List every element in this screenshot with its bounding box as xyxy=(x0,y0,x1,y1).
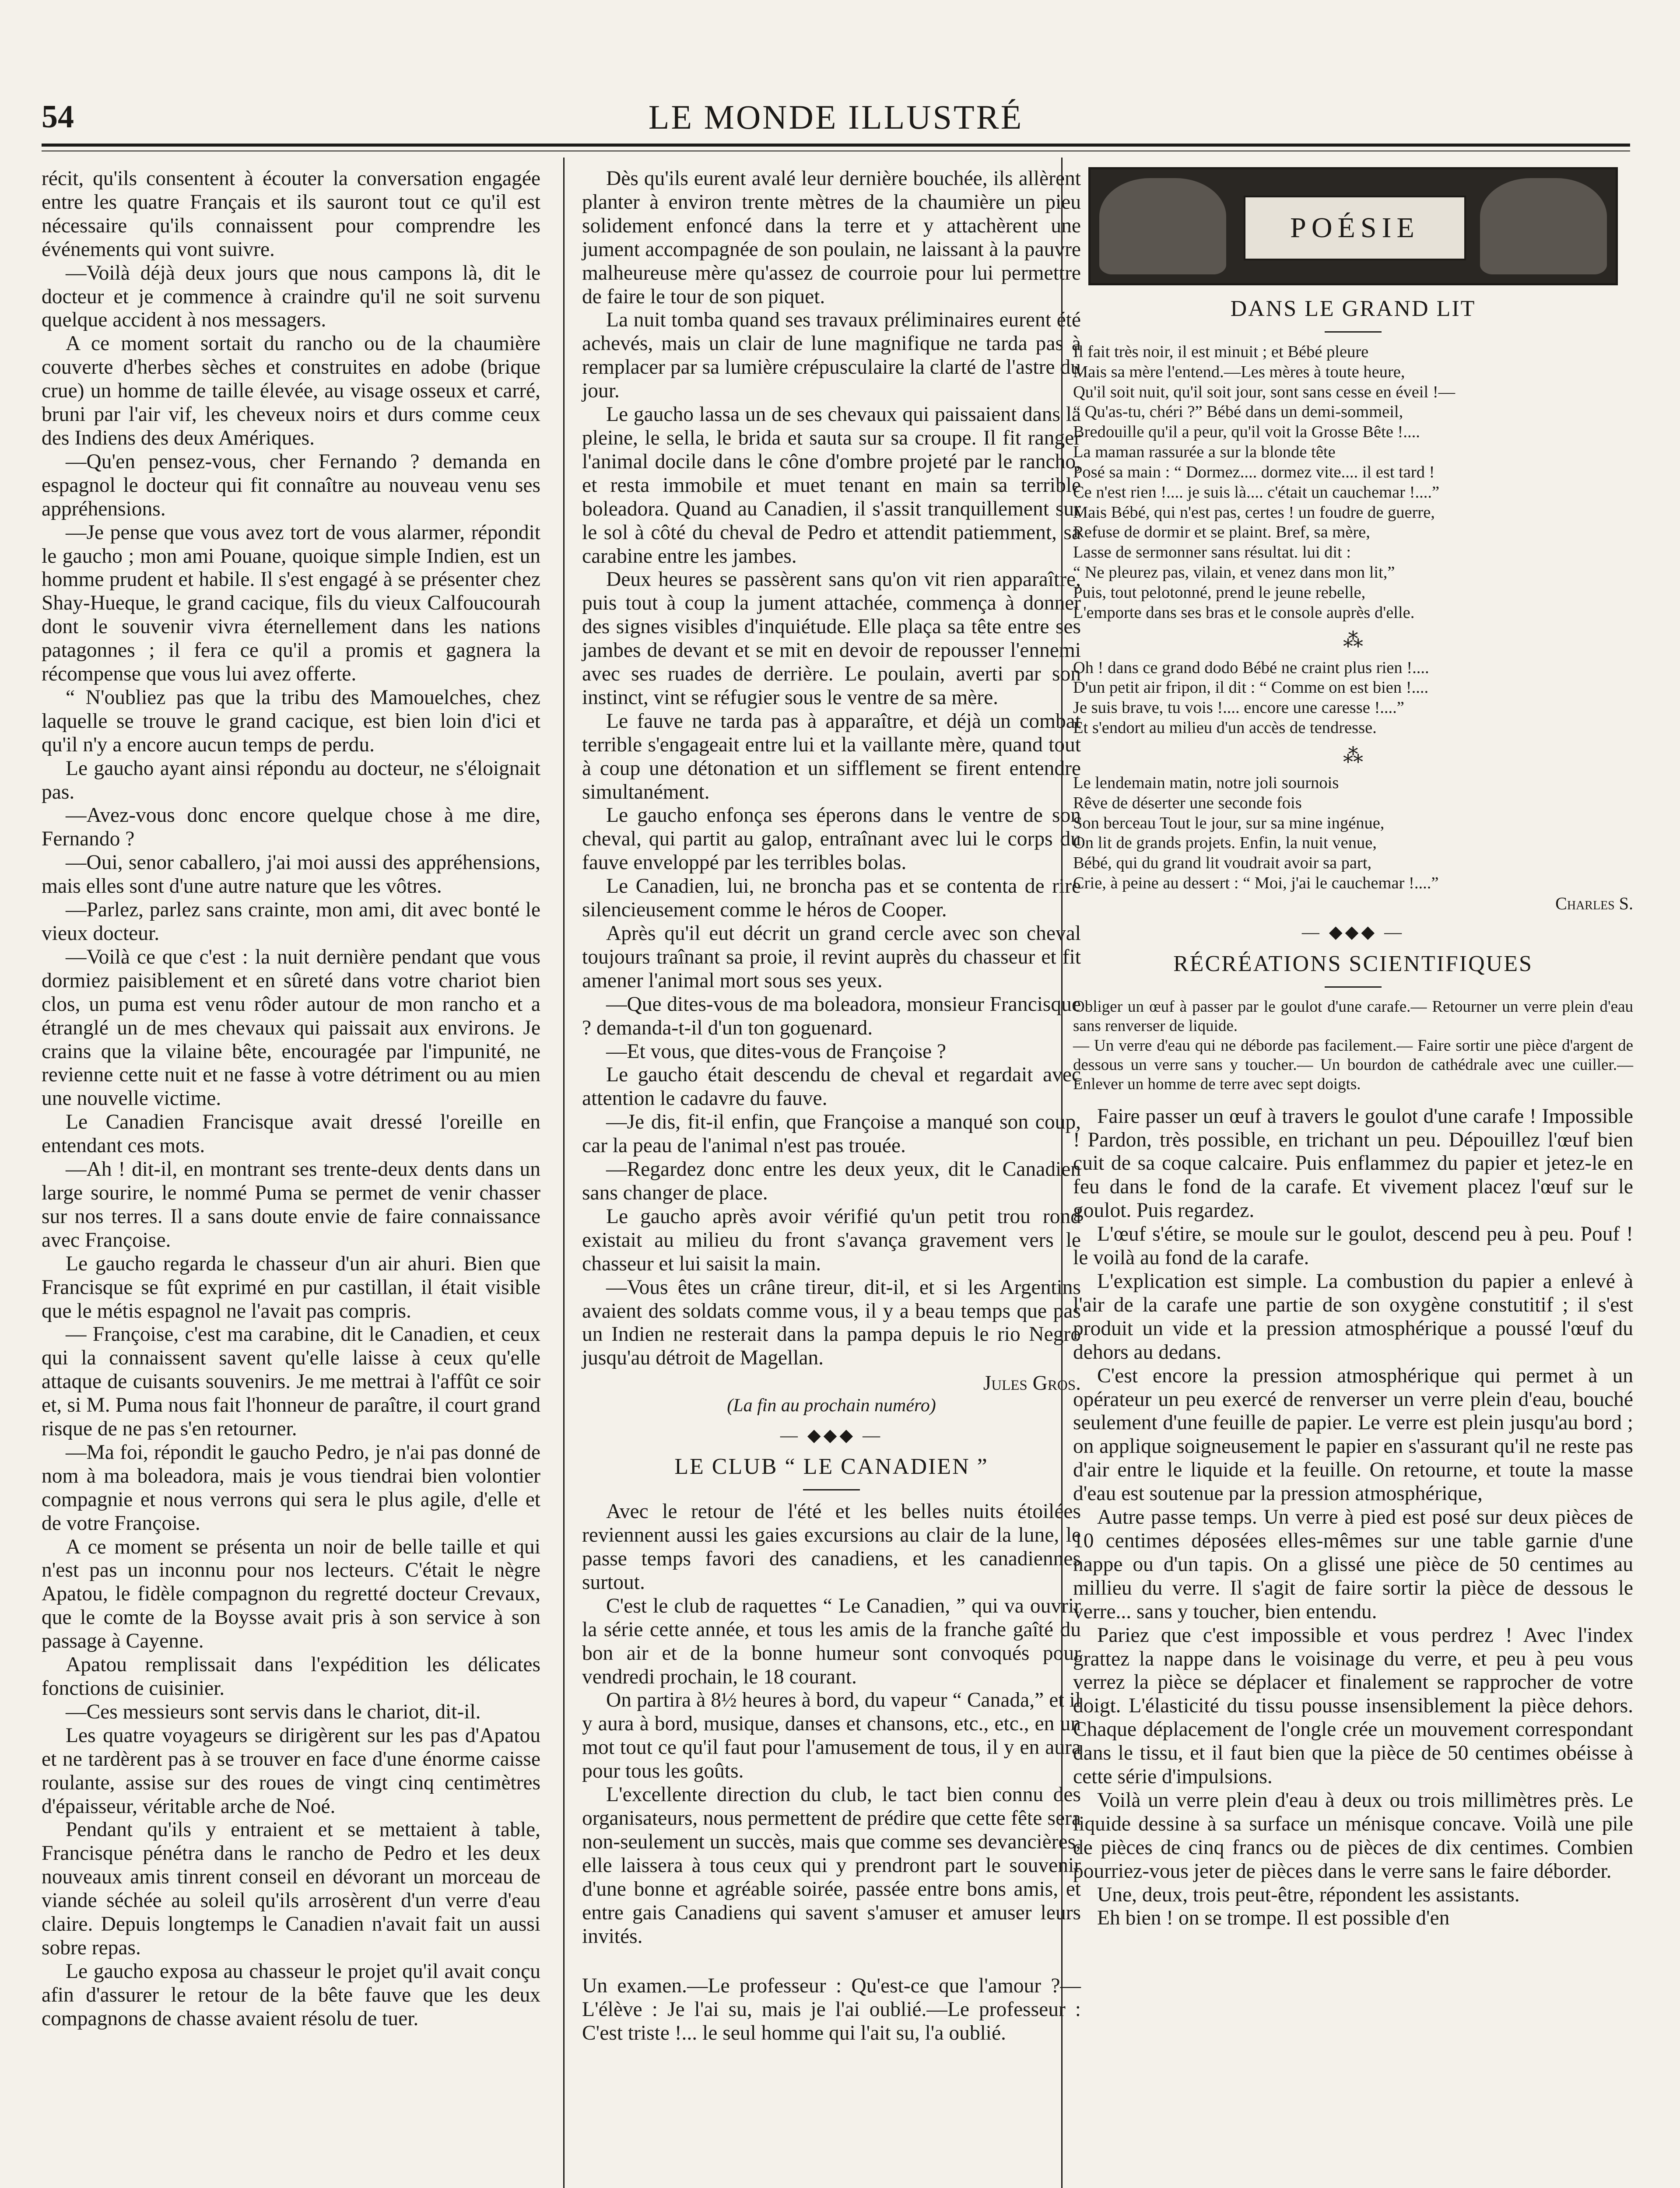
paragraph: Autre passe temps. Un verre à pied est posé sur deux pièces de 10 centimes déposées elles-mêmes sur une table garnie d'une nappe ou d'un tapis. On a glissé une pièce de 50 centimes au millieu du verre. Il s'agit de faire sortir la pièce de dessous le verre... sans y toucher, bien entendu. xyxy=(1073,1506,1633,1623)
poem-stanza-3 xyxy=(1073,773,1633,894)
summary-line: Obliger un œuf à passer par le goulot d'une carafe.— Retourner un verre plein d'eau sans renverser de liquide. xyxy=(1073,997,1633,1035)
poem-line: Rêve de déserter une seconde fois xyxy=(1073,793,1302,812)
paragraph: C'est encore la pression atmosphérique qui permet à un opérateur un peu exercé de renverser un verre plein d'eau, bouché seulement d'une feuille de papier. Le verre est plein jusqu'au bord ; on applique soigneusement le papier en s'assurant qu'il ne reste pas d'air entre le liquide et la feuille. On retourne, et toute la masse d'eau est soutenue par la pression atmosphérique, xyxy=(1073,1364,1633,1505)
paragraph: Le fauve ne tarda pas à apparaître, et déjà un combat terrible s'engageait entre lui et la vaillante mère, quand tout à coup une détonation et un sifflement se firent entendre simultanément. xyxy=(582,709,1081,803)
paragraph: —Ah ! dit-il, en montrant ses trente-deux dents dans un large sourire, le nommé Puma se permet de venir chasser sur nos terres. Il a sans doute envie de faire connaissance avec Françoise. xyxy=(42,1158,540,1252)
paragraph: Faire passer un œuf à travers le goulot d'une carafe ! Impossible ! Pardon, très possible, en trichant un peu. Dépouillez l'œuf bien cuit de sa coque calcaire. Puis enflammez du papier et jetez-le en feu dans le fond de la carafe. Et vivement placez l'œuf sur le goulot. Puis regardez. xyxy=(1073,1105,1633,1222)
poem-stanza-1 xyxy=(1073,342,1633,623)
paragraph: Deux heures se passèrent sans qu'on vit rien apparaître, puis tout à coup la jument attachée, commença à donner des signes visibles d'inquiétude. Elle plaça sa tête entre ses jambes de devant et se mit en devoir de repousser l'ennemi avec ses ruades de derrière. Le poulain, averti par son instinct, vint se réfugier sous le ventre de sa mère. xyxy=(582,568,1081,709)
paragraph: Le Canadien, lui, ne broncha pas et se contenta de rire silencieusement comme le héros de Cooper. xyxy=(582,875,1081,922)
summary-line: — Un verre d'eau qui ne déborde pas facilement.— Faire sortir une pièce d'argent de dessous un verre sans y toucher.— Un bourdon de cathédrale avec une cuiller.— Enlever un homme de terre avec sept doigts. xyxy=(1073,1036,1633,1094)
banner-plaque: POÉSIE xyxy=(1244,196,1466,260)
recreations-summary xyxy=(1073,997,1633,1094)
poem-title: DANS LE GRAND LIT xyxy=(1230,296,1476,321)
paragraph: Une, deux, trois peut-être, répondent les assistants. xyxy=(1097,1883,1520,1906)
poem-stanza-2 xyxy=(1073,658,1633,738)
paragraph: Avec le retour de l'été et les belles nuits étoilées reviennent aussi les gaies excursions au clair de la lune, le passe temps favori des canadiens, et les canadiennes surtout. xyxy=(582,1500,1081,1594)
ornament-divider: — ◆◆◆ — xyxy=(1301,922,1405,942)
poem-line: Et s'endort au milieu d'un accès de tendresse. xyxy=(1073,719,1377,737)
paragraph: —Parlez, parlez sans crainte, mon ami, dit avec bonté le vieux docteur. xyxy=(42,898,540,945)
poem-line: Crie, à peine au dessert : “ Moi, j'ai le cauchemar !....” xyxy=(1073,874,1439,893)
banner-figure-right xyxy=(1480,178,1607,274)
exam-anecdote: Un examen.—Le professeur : Qu'est-ce que l'amour ?—L'élève : Je l'ai su, mais je l'ai oublié.—Le professeur : C'est triste !... le seul homme qui l'ait su, l'a oublié. xyxy=(582,1974,1081,2045)
paragraph: Eh bien ! on se trompe. Il est possible d'en xyxy=(1097,1907,1450,1930)
club-title: LE CLUB “ LE CANADIEN ” xyxy=(674,1454,989,1480)
poem-line: Lasse de sermonner sans résultat. lui dit : xyxy=(1073,543,1351,562)
poem-line: Ce n'est rien !.... je suis là.... c'était un cauchemar !....” xyxy=(1073,483,1440,501)
paragraph: —Voilà déjà deux jours que nous campons là, dit le docteur et je commence à craindre qu'il ne soit survenu quelque accident à nos messagers. xyxy=(42,261,540,332)
paragraph: Pariez que c'est impossible et vous perdrez ! Avec l'index grattez la nappe dans le voisinage du verre, et peu à peu vous verrez la pièce se déplacer et finalement se rapprocher de votre doigt. L'élasticité du tissu pousse insensiblement la pièce dehors. Chaque déplacement de l'ongle crée un mouvement correspondant dans le tissu, et il faut bien que la pièce de 50 centimes obéisse à cette série d'impulsions. xyxy=(1073,1623,1633,1788)
paragraph: Apatou remplissait dans l'expédition les délicates fonctions de cuisinier. xyxy=(42,1653,540,1700)
poem-line: D'un petit air fripon, il dit : “ Comme on est bien !.... xyxy=(1073,678,1429,697)
column-2 xyxy=(582,167,1081,2045)
poem-line: Je suis brave, tu vois !.... encore une caresse !....” xyxy=(1073,698,1404,717)
poem-line: Puis, tout pelotonné, prend le jeune rebelle, xyxy=(1073,583,1366,602)
paragraph: —Voilà ce que c'est : la nuit dernière pendant que vous dormiez paisiblement et en sûreté dans votre chariot bien clos, un puma est venu rôder autour de mon rancho et a étranglé un de mes chevaux qui paissait aux environs. Je crains que la vilaine bête, encouragée par l'impunité, ne revienne cette nuit et ne fasse à votre détriment ou au mien une nouvelle victime. xyxy=(42,945,540,1110)
paragraph: Pendant qu'ils y entraient et se mettaient à table, Francisque pénétra dans le rancho de Pedro et les deux nouveaux amis tinrent conseil en dévorant un morceau de viande séchée au soleil qu'ils arrosèrent d'un verre d'eau claire. Depuis longtemps le Canadien n'avait fait un aussi sobre repas. xyxy=(42,1818,540,1959)
journal-title: LE MONDE ILLUSTRÉ xyxy=(648,98,1024,136)
asterism: ⁂ xyxy=(1343,744,1363,767)
title-rule xyxy=(803,1489,860,1490)
paragraph: L'explication est simple. La combustion du papier a enlevé à l'air de la carafe une partie de son oxygène constutitif ; il s'est produit un vide et la pression atmosphérique a poussé l'œuf du dehors au dedans. xyxy=(1073,1270,1633,1364)
paragraph: —Que dites-vous de ma boleadora, monsieur Francisque ? demanda-t-il d'un ton goguenard. xyxy=(582,992,1081,1039)
paragraph: L'œuf s'étire, se moule sur le goulot, descend peu à peu. Pouf ! le voilà au fond de la carafe. xyxy=(1073,1223,1633,1269)
poem-line: Il fait très noir, il est minuit ; et Bébé pleure xyxy=(1073,343,1369,361)
paragraph: —Je pense que vous avez tort de vous alarmer, répondit le gaucho ; mon ami Pouane, quoique simple Indien, est un homme prudent et habile. Il s'est engagé à se présenter chez Shay-Hueque, le grand cacique, fils du vieux Calfoucourah dont le souvenir vivra éternellement dans les nations patagonnes ; il fera ce qu'il a promis et gagnera la récompense que vous lui avez offerte. xyxy=(42,521,540,686)
paragraph: Le gaucho regarda le chasseur d'un air ahuri. Bien que Francisque se fût exprimé en pur castillan, il était visible que le métis espagnol ne l'avait pas compris. xyxy=(42,1252,540,1322)
poem-line: Mais sa mère l'entend.—Les mères à toute heure, xyxy=(1073,362,1405,381)
paragraph: On partira à 8½ heures à bord, du vapeur “ Canada,” et il y aura à bord, musique, danses et chansons, etc., etc., en un mot tout ce qu'il faut pour l'amusement de tous, il y en aura pour tous les goûts. xyxy=(582,1689,1081,1783)
running-head xyxy=(42,94,1630,142)
paragraph: — Françoise, c'est ma carabine, dit le Canadien, et ceux qui la connaissent savent qu'elle laisse à ceux qu'elle attaque de cuisants souvenirs. Je me mettrai à l'affût ce soir et, si M. Puma nous fait l'honneur de paraître, il court grand risque de ne pas s'en retourner. xyxy=(42,1323,540,1441)
paragraph: —Oui, senor caballero, j'ai moi aussi des appréhensions, mais elles sont d'une autre nature que les vôtres. xyxy=(42,851,540,898)
paragraph: Voilà un verre plein d'eau à deux ou trois millimètres près. Le liquide dessine à sa surface un ménisque concave. Voilà une pile de pièces de cinq francs ou de pièces de dix centimes. Combien pourriez-vous jeter de pièces dans le verre sans le faire déborder. xyxy=(1073,1788,1633,1883)
poem-line: Son berceau Tout le jour, sur sa mine ingénue, xyxy=(1073,813,1385,832)
paragraph: Le Canadien Francisque avait dressé l'oreille en entendant ces mots. xyxy=(42,1111,540,1157)
poem-line: Le lendemain matin, notre joli sournois xyxy=(1073,774,1339,792)
poem-line: “ Ne pleurez pas, vilain, et venez dans mon lit,” xyxy=(1073,563,1395,582)
paragraph: —Qu'en pensez-vous, cher Fernando ? demanda en espagnol le docteur qui fit connaître au nouveau venu ses appréhensions. xyxy=(42,450,540,520)
paragraph: Le gaucho après avoir vérifié qu'un petit trou rond existait au milieu du front s'avança gravement vers le chasseur et lui saisit la main. xyxy=(582,1205,1081,1275)
paragraph: Après qu'il eut décrit un grand cercle avec son cheval toujours traînant sa proie, il revint auprès du chasseur et fit amener l'animal mort sous ses yeux. xyxy=(582,922,1081,992)
paragraph: C'est le club de raquettes “ Le Canadien, ” qui va ouvrir la série cette année, et tous les amis de la franche gaîté du bon air et de la bonne humeur sont convoqués pour vendredi prochain, le 18 courant. xyxy=(582,1594,1081,1688)
poem-line: On lit de grands projets. Enfin, la nuit venue, xyxy=(1073,834,1377,852)
paragraph: —Avez-vous donc encore quelque chose à me dire, Fernando ? xyxy=(42,804,540,851)
paragraph: —Vous êtes un crâne tireur, dit-il, et si les Argentins avaient des soldats comme vous, il y a beau temps que pas un Indien ne resterait dans la pampa depuis le rio Negro jusqu'au détroit de Magellan. xyxy=(582,1276,1081,1370)
poem-line: Refuse de dormir et se plaint. Bref, sa mère, xyxy=(1073,523,1370,542)
recreations-article xyxy=(1073,1105,1633,1931)
asterism: ⁂ xyxy=(1343,629,1363,652)
paragraph: Le gaucho exposa au chasseur le projet qu'il avait conçu afin d'assurer le retour de la bête fauve que les deux compagnons de chasse avaient résolu de tuer. xyxy=(42,1960,540,2030)
poem-line: Bébé, qui du grand lit voudrait avoir sa part, xyxy=(1073,854,1372,873)
paragraph: L'excellente direction du club, le tact bien connu des organisateurs, nous permettent de prédire que cette fête sera non-seulement un succès, mais que comme ses devancières, elle laissera à tous ceux qui y prendront part le souvenir d'une bonne et agréable soirée, passée entre bons amis, et entre gais Canadiens qui savent s'amuser et amuser leurs invités. xyxy=(582,1783,1081,1948)
poem-line: Bredouille qu'il a peur, qu'il voit la Grosse Bête !.... xyxy=(1073,423,1420,442)
story-signature: Jules Gros. xyxy=(983,1372,1081,1395)
paragraph: “ N'oubliez pas que la tribu des Mamouelches, chez laquelle se trouve le grand cacique, est bien loin d'ici et qu'il n'y a encore aucun temps de perdu. xyxy=(42,686,540,756)
title-rule xyxy=(1325,331,1382,333)
paragraph: Le gaucho lassa un de ses chevaux qui paissaient dans la pleine, le sella, le brida et sauta sur sa croupe. Il fit ranger l'animal docile dans le cône d'ombre projeté par le rancho, et resta immobile et muet tenant en main sa terrible boleadora. Quand au Canadien, il s'assit tranquillement sur le sol à côté du cheval de Pedro et attendit patiemment, sa carabine entre les jambes. xyxy=(582,403,1081,568)
column-3 xyxy=(1073,167,1633,1930)
column-1-story xyxy=(42,167,540,2031)
paragraph: —Ma foi, répondit le gaucho Pedro, je n'ai pas donné de nom à ma boleadora, mais je vous tiendrai bien volontier compagnie et nous verrons qui sera le plus agile, d'elle et de votre Françoise. xyxy=(42,1441,540,1535)
poetry-banner xyxy=(1088,167,1618,285)
banner-figure-left xyxy=(1099,178,1226,274)
ornament-divider: — ◆◆◆ — xyxy=(780,1425,883,1445)
poem-line: L'emporte dans ses bras et le console auprès d'elle. xyxy=(1073,603,1415,622)
club-article xyxy=(582,1500,1081,1948)
paragraph: récit, qu'ils consentent à écouter la conversation engagée entre les quatre Français et ils sauront tout ce qu'il est nécessaire qu'ils connaissent pour comprendre les événements qui vont suivre. xyxy=(42,167,540,261)
story-continuation xyxy=(582,167,1081,1370)
poem-line: La maman rassurée a sur la blonde tête xyxy=(1073,443,1336,462)
title-rule xyxy=(1325,986,1382,988)
continued-note: (La fin au prochain numéro) xyxy=(727,1396,936,1416)
column-divider-1 xyxy=(563,158,565,2188)
paragraph: La nuit tomba quand ses travaux préliminaires eurent été achevés, mais un clair de lune magnifique ne tarda pas à remplacer par sa lumière crépusculaire la clarté de l'astre du jour. xyxy=(582,309,1081,403)
paragraph: —Je dis, fit-il enfin, que Françoise a manqué son coup, car la peau de l'animal n'est pas trouée. xyxy=(582,1111,1081,1157)
poem-line: “ Qu'as-tu, chéri ?” Bébé dans un demi-sommeil, xyxy=(1073,403,1403,421)
poem-line: Oh ! dans ce grand dodo Bébé ne craint plus rien !.... xyxy=(1073,658,1429,677)
poem-author: Charles S. xyxy=(1555,893,1633,913)
paragraph: Le gaucho était descendu de cheval et regardait avec attention le cadavre du fauve. xyxy=(582,1063,1081,1110)
paragraph: Le gaucho ayant ainsi répondu au docteur, ne s'éloignait pas. xyxy=(42,757,540,803)
poem-line: Mais Bébé, qui n'est pas, certes ! un foudre de guerre, xyxy=(1073,503,1435,522)
recreations-title: RÉCRÉATIONS SCIENTIFIQUES xyxy=(1173,951,1533,976)
paragraph: Dès qu'ils eurent avalé leur dernière bouchée, ils allèrent planter à environ trente mètres de la chaumière un pieu solidement enfoncé dans la terre et y attachèrent une jument accompagnée de son poulain, ne laissant à la pauvre malheureuse mère qu'assez de courroie pour lui permettre de faire le tour de son piquet. xyxy=(582,167,1081,308)
paragraph: Les quatre voyageurs se dirigèrent sur les pas d'Apatou et ne tardèrent pas à se trouver en face d'une énorme caisse roulante, assise sur des roues de vingt cinq centimètres d'épaisseur, véritable arche de Noé. xyxy=(42,1724,540,1818)
paragraph: —Regardez donc entre les deux yeux, dit le Canadien sans changer de place. xyxy=(582,1158,1081,1204)
poem-line: Posé sa main : “ Dormez.... dormez vite.... il est tard ! xyxy=(1073,463,1435,481)
paragraph: A ce moment sortait du rancho ou de la chaumière couverte d'herbes sèches et construites en adobe (brique crue) un homme de taille élevée, au visage osseux et carré, bruni par l'air vif, les cheveux noirs et durs comme ceux des Indiens des deux Amériques. xyxy=(42,332,540,449)
poem-line: Qu'il soit nuit, qu'il soit jour, sont sans cesse en éveil !— xyxy=(1073,382,1456,401)
page-number: 54 xyxy=(42,99,74,135)
paragraph: —Et vous, que dites-vous de Françoise ? xyxy=(606,1040,947,1063)
paragraph: A ce moment se présenta un noir de belle taille et qui n'est pas un inconnu pour nos lecteurs. C'était le nègre Apatou, le fidèle compagnon du regretté docteur Crevaux, que le comte de la Boysse avait pris à son service à son passage à Cayenne. xyxy=(42,1535,540,1653)
paragraph: —Ces messieurs sont servis dans le chariot, dit-il. xyxy=(66,1700,481,1723)
paragraph: Le gaucho enfonça ses éperons dans le ventre de son cheval, qui partit au galop, entraînant avec lui le corps du fauve enveloppé par les terribles bolas. xyxy=(582,804,1081,874)
header-rule-thick xyxy=(42,144,1630,147)
